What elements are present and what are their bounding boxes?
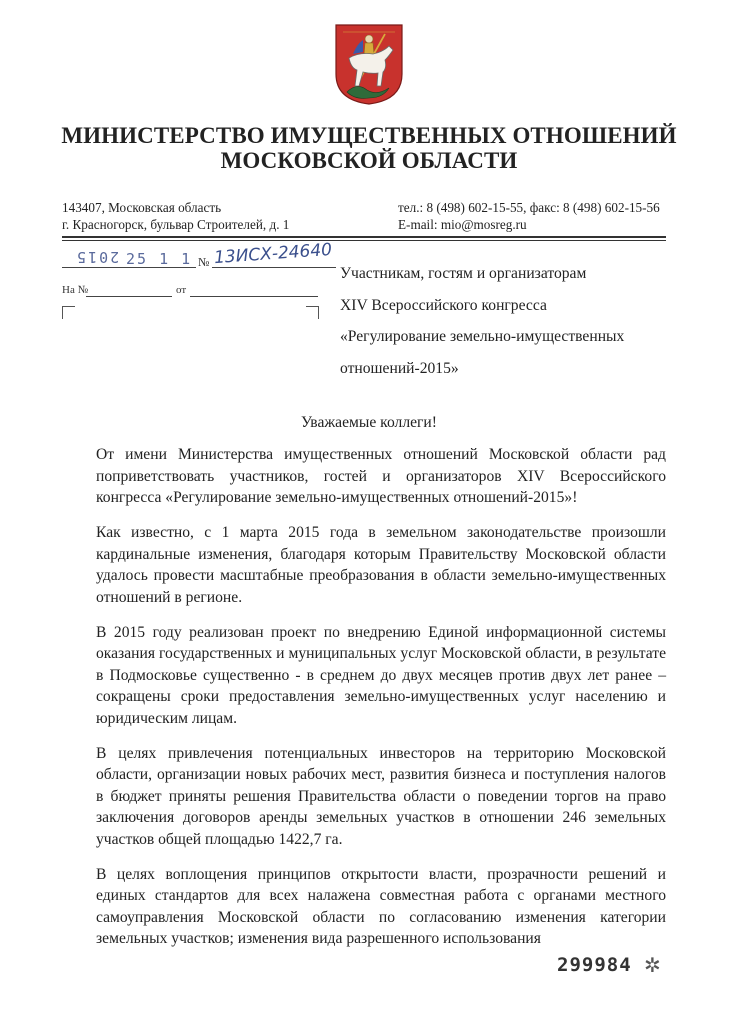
paragraph: В 2015 году реализован проект по внедрению Единой информационной системы оказания государственных и муниципальных услуг Московской области, в результате в Подмосковье существенно - в среднем до двух месяцев против двух лет ранее – сокращены сроки предоставления земельно-имущественных услуг населению и юридическим лицам.: [96, 623, 666, 727]
reference-date-label: от: [176, 284, 187, 296]
number-line: [212, 267, 336, 268]
header-rule-thin: [62, 240, 666, 241]
moscow-oblast-coat-of-arms-icon: [333, 22, 405, 106]
recipient-line4: отношений-2015»: [340, 359, 459, 377]
salutation: Уважаемые коллеги!: [301, 414, 437, 431]
registration-number: 13ИСХ-24640: [213, 239, 333, 269]
ministry-title-line1: МИНИСТЕРСТВО ИМУЩЕСТВЕННЫХ ОТНОШЕНИЙ: [61, 123, 677, 148]
recipient-line1: Участникам, гостям и организаторам: [340, 265, 587, 282]
letter-body: [96, 444, 666, 963]
reference-number-line: [86, 296, 172, 297]
paragraph: В целях воплощения принципов открытости власти, прозрачности решений и единых стандартов для всех налажена совместная работа с органами местного самоуправления Московской области по согласованию изменения категории земельных участков; изменения вида разрешенного использования: [96, 865, 666, 947]
address-corner-right: [306, 306, 319, 319]
asterisk-stamp-icon: ✲: [644, 955, 661, 977]
postal-address: [62, 199, 289, 233]
date-stamp-day: 25 1 1: [126, 250, 193, 268]
contact-info: [398, 199, 660, 233]
address-line1: 143407, Московская область: [62, 200, 222, 215]
contact-phone: тел.: 8 (498) 602-15-55, факс: 8 (498) 602-15-56: [398, 200, 660, 215]
contact-email: E-mail: mio@mosreg.ru: [398, 217, 527, 232]
document-serial-number: 299984: [557, 954, 632, 976]
recipient-block: [340, 258, 624, 384]
number-label: №: [198, 255, 210, 269]
recipient-line2: XIV Всероссийского конгресса: [340, 296, 547, 314]
header-rule-thick: [62, 236, 666, 238]
date-line: [62, 267, 196, 268]
paragraph: В целях привлечения потенциальных инвесторов на территорию Московской области, организации новых рабочих мест, развития бизнеса и поступления налогов в бюджет приняты решения Правительства области о поведении торгов на право заключения договоров аренды земельных участков в отношении 246 земельных участков общей площадью 1422,7 га.: [96, 744, 666, 848]
paragraph: Как известно, с 1 марта 2015 года в земельном законодательстве произошли кардинальные изменения, благодаря которым Правительству Московской области удалось провести масштабные преобразования в области земельно-имущественных отношений в регионе.: [96, 524, 666, 606]
ministry-title: [0, 123, 738, 173]
address-corner-left: [62, 306, 75, 319]
recipient-line3: «Регулирование земельно-имущественных: [340, 328, 625, 345]
reference-label: На №: [62, 284, 89, 296]
paragraph: От имени Министерства имущественных отношений Московской области рад поприветствовать участников, гостей и организаторов XIV Всероссийского конгресса «Регулирование земельно-имущественных отношений-2015»!: [96, 446, 666, 506]
reference-date-line: [190, 296, 318, 297]
ministry-title-line2: МОСКОВСКОЙ ОБЛАСТИ: [220, 148, 518, 173]
date-stamp-year: 2015: [75, 248, 120, 266]
address-line2: г. Красногорск, бульвар Строителей, д. 1: [62, 217, 290, 232]
